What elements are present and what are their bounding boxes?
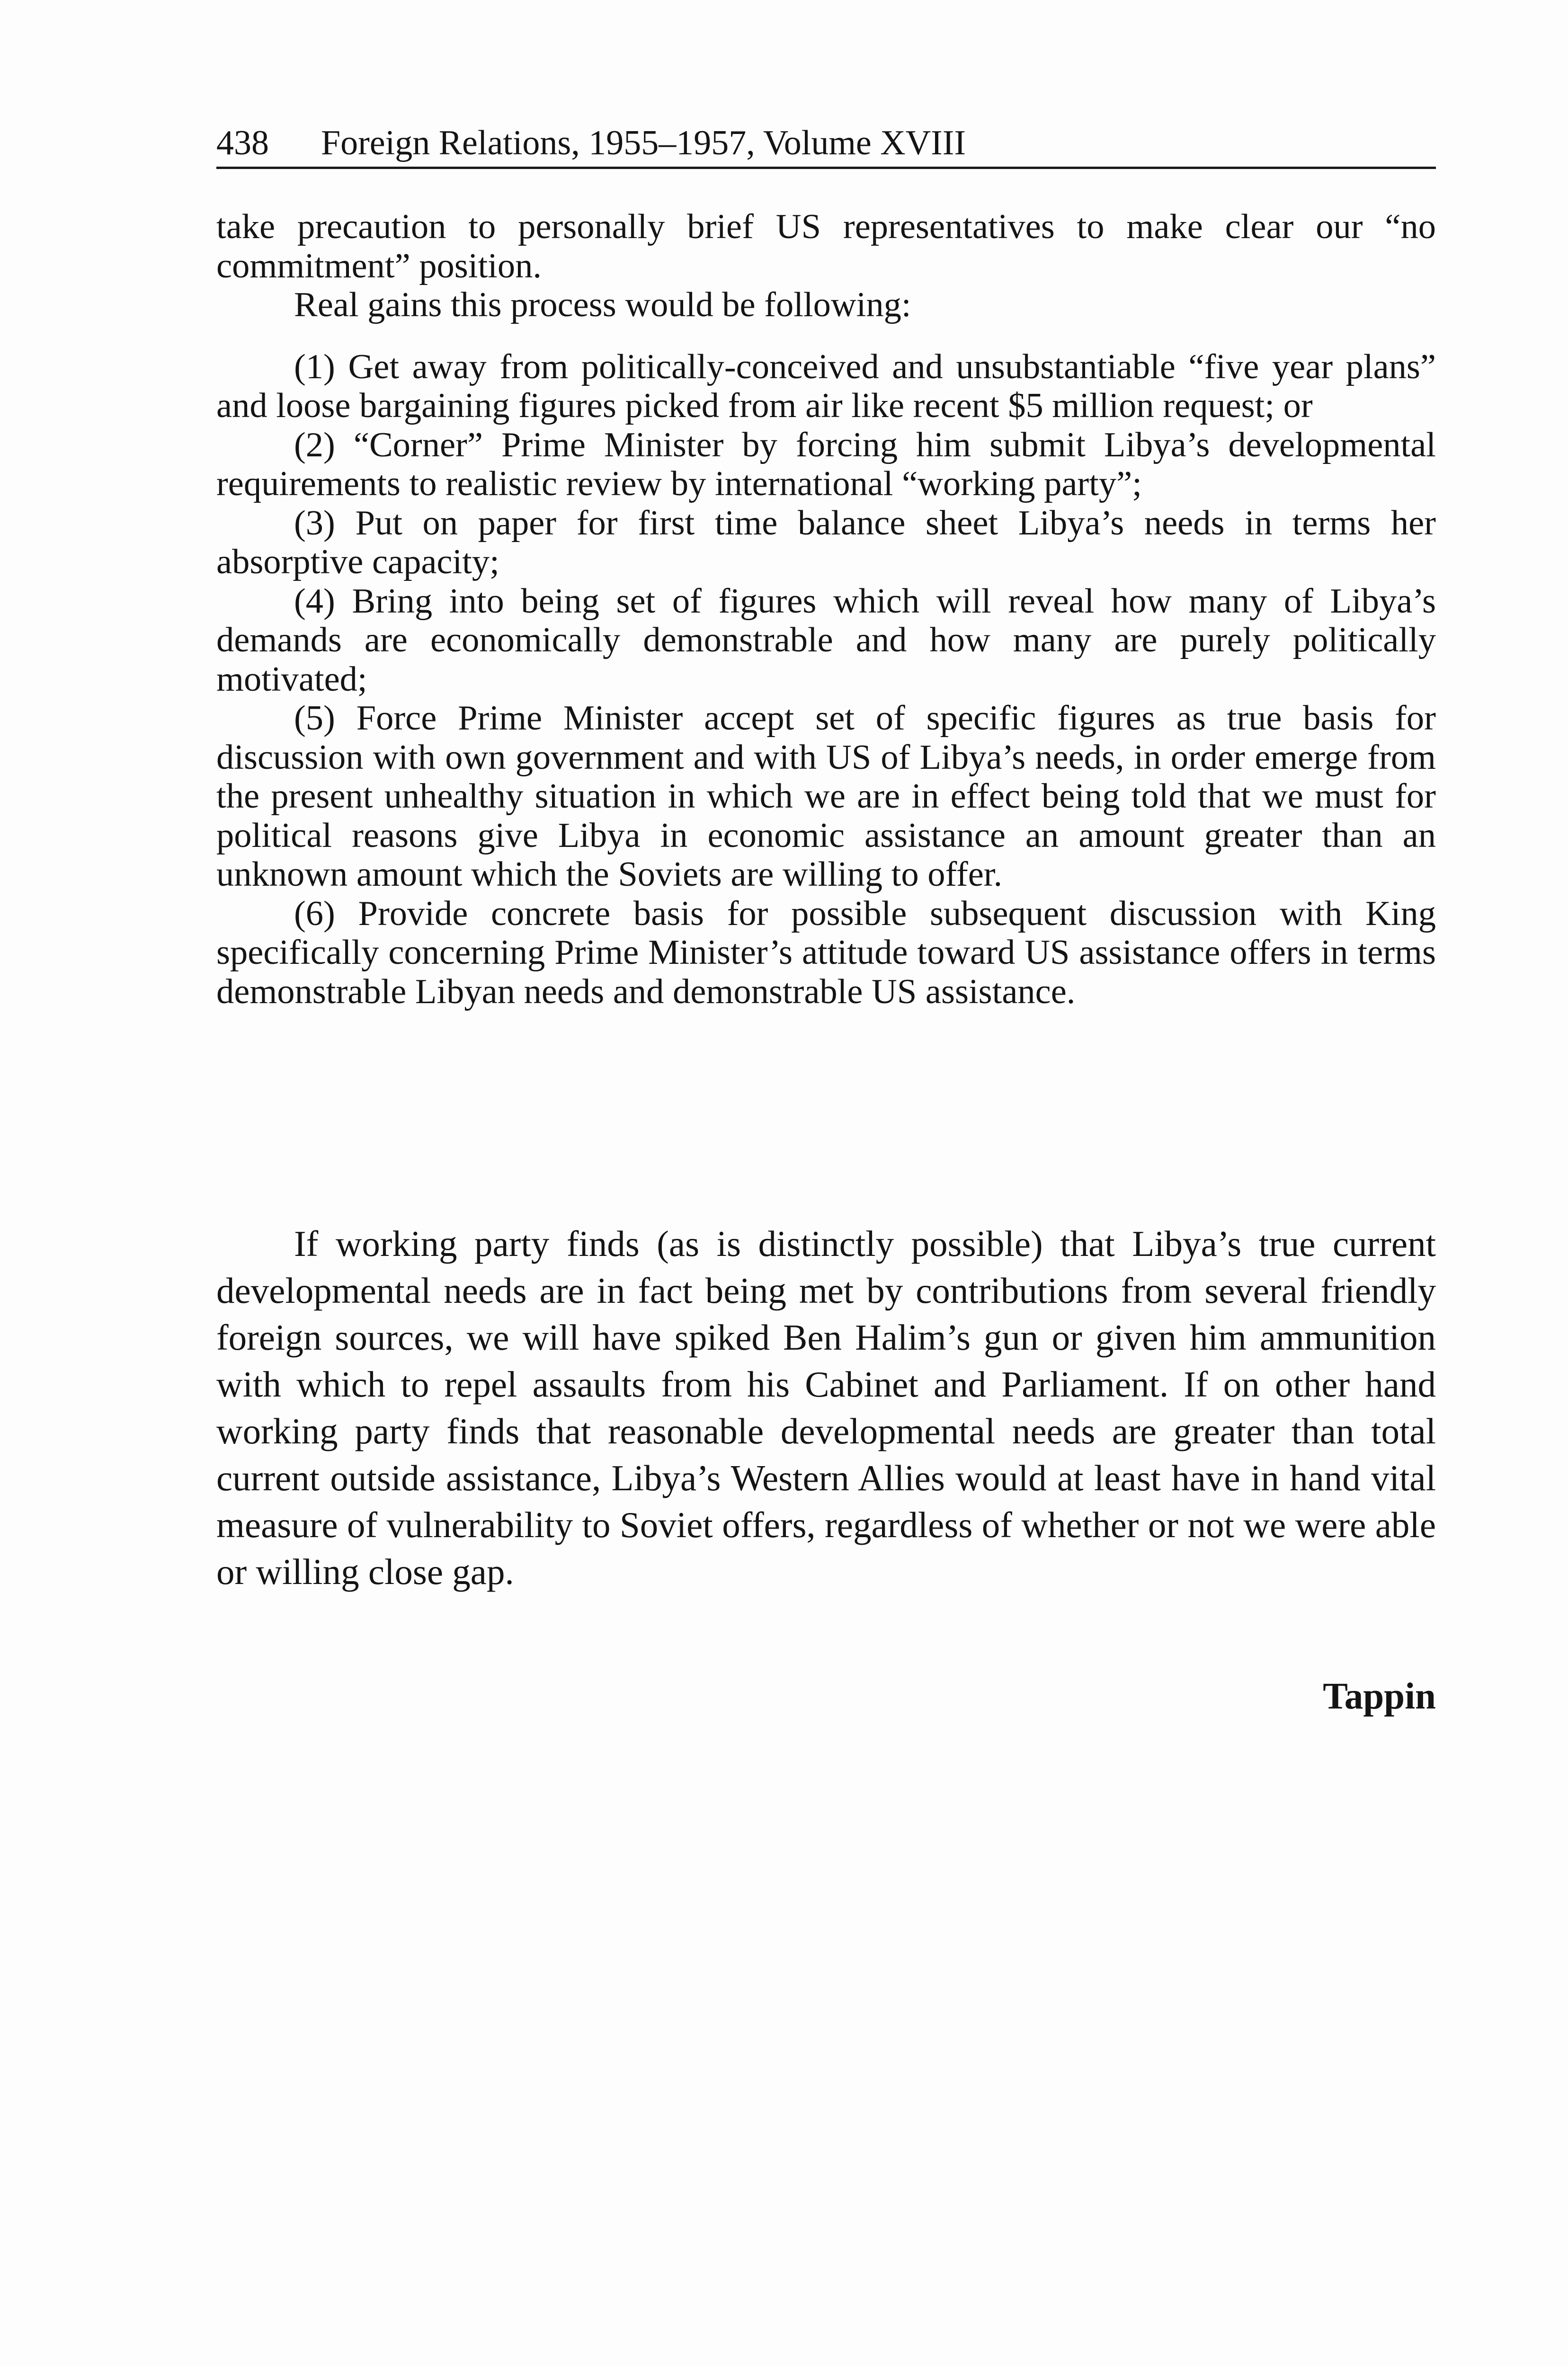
closing-paragraph: If working party finds (as is distinctly possible) that Libya’s true current developmental needs are in fact being met by contributions from several friendly foreign sources, we will have spiked Ben Halim’s gun or given him ammunition with which to repel assaults from his Cabinet and Parliament. If on other hand working party finds that reasonable developmental needs are greater than total current outside assistance, Libya’s Western Allies would at least have in hand vital measure of vulnerability to Soviet offers, regardless of whether or not we were able or willing close gap. (216, 1223, 1436, 1592)
volume-title: Foreign Relations, 1955–1957, Volume XVIII (321, 124, 966, 162)
signature: Tappin (1323, 1676, 1436, 1717)
page-number: 438 (216, 124, 269, 162)
closing-section (216, 1220, 1436, 1595)
intro-paragraph: Real gains this process would be following: (294, 285, 911, 324)
gain-item-2: (2) “Corner” Prime Minister by forcing him submit Libya’s developmental requirements to realistic review by international “working party”; (216, 425, 1436, 503)
gain-item-5: (5) Force Prime Minister accept set of specific figures as true basis for discussion with own government and with US of Libya’s needs, in order emerge from the present unhealthy situation in which we are in effect being told that we must for political reasons give Libya in economic assistance an amount greater than an unknown amount which the Soviets are willing to offer. (216, 699, 1436, 894)
gain-item-3: (3) Put on paper for first time balance sheet Libya’s needs in terms her absorptive capacity; (216, 503, 1436, 581)
spacer (216, 325, 1436, 347)
continuation-paragraph: take precaution to personally brief US representatives to make clear our “no commitment” position. (216, 207, 1436, 285)
gain-item-4: (4) Bring into being set of figures which will reveal how many of Libya’s demands are economically demonstrable and how many are purely politically motivated; (216, 581, 1436, 699)
telegram-body (216, 207, 1436, 1011)
gain-item-1: (1) Get away from politically-conceived and unsubstantiable “five year plans” and loose bargaining figures picked from air like recent $5 million request; or (216, 347, 1436, 425)
running-head (216, 119, 1436, 169)
gain-item-6: (6) Provide concrete basis for possible subsequent discussion with King specifically concerning Prime Minister’s attitude toward US assistance offers in terms demonstrable Libyan needs and demonstrable US assistance. (216, 894, 1436, 1011)
